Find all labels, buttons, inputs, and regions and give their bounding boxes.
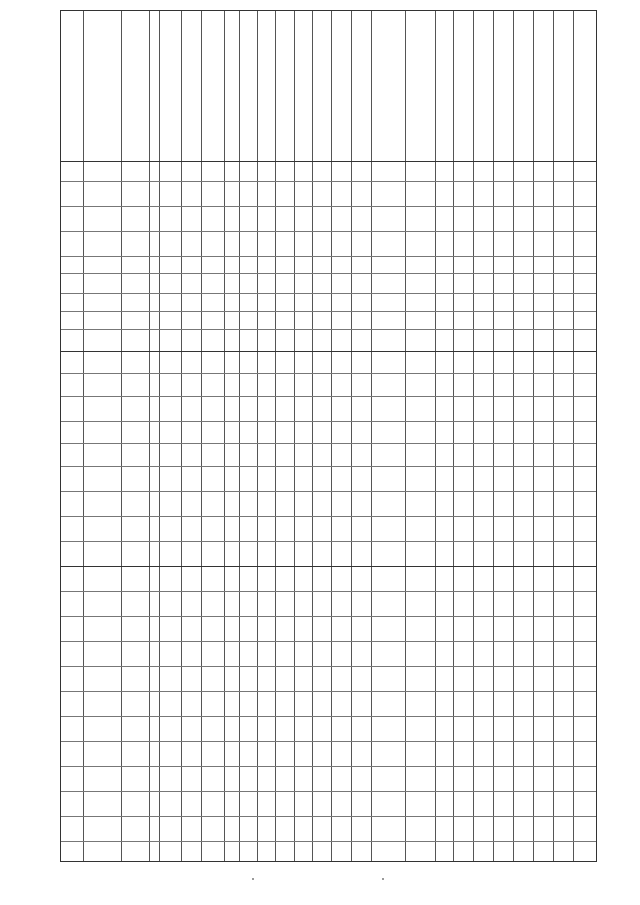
column-divider xyxy=(435,11,436,861)
scan-dot xyxy=(382,878,384,880)
column-divider xyxy=(312,11,313,861)
column-divider xyxy=(201,11,202,861)
row-divider xyxy=(61,841,596,842)
column-divider xyxy=(239,11,240,861)
column-divider xyxy=(159,11,160,861)
column-divider xyxy=(257,11,258,861)
row-divider xyxy=(61,443,596,444)
column-divider xyxy=(573,11,574,861)
column-divider xyxy=(351,11,352,861)
column-divider xyxy=(371,11,372,861)
row-divider xyxy=(61,816,596,817)
row-divider xyxy=(61,396,596,397)
column-divider xyxy=(331,11,332,861)
column-divider xyxy=(275,11,276,861)
row-divider xyxy=(61,329,596,330)
row-divider xyxy=(61,591,596,592)
row-divider xyxy=(61,293,596,294)
column-divider xyxy=(405,11,406,861)
column-divider xyxy=(83,11,84,861)
row-divider xyxy=(61,516,596,517)
column-divider xyxy=(294,11,295,861)
row-divider xyxy=(61,181,596,182)
row-divider xyxy=(61,691,596,692)
row-divider xyxy=(61,256,596,257)
row-divider xyxy=(61,161,596,162)
row-divider xyxy=(61,373,596,374)
column-divider xyxy=(533,11,534,861)
table-header-band xyxy=(61,11,596,162)
row-divider xyxy=(61,541,596,542)
scan-footer-marks xyxy=(0,872,640,892)
scan-dot xyxy=(252,878,254,880)
row-divider xyxy=(61,466,596,467)
column-divider xyxy=(453,11,454,861)
row-divider xyxy=(61,616,596,617)
row-divider xyxy=(61,766,596,767)
row-divider xyxy=(61,566,596,567)
row-divider xyxy=(61,491,596,492)
row-divider xyxy=(61,666,596,667)
column-divider xyxy=(121,11,122,861)
row-divider xyxy=(61,741,596,742)
column-divider xyxy=(473,11,474,861)
column-divider xyxy=(149,11,150,861)
column-divider xyxy=(181,11,182,861)
row-divider xyxy=(61,716,596,717)
column-divider xyxy=(224,11,225,861)
row-divider xyxy=(61,421,596,422)
row-divider xyxy=(61,206,596,207)
column-divider xyxy=(553,11,554,861)
row-divider xyxy=(61,351,596,352)
rotated-table xyxy=(60,10,597,862)
row-divider xyxy=(61,273,596,274)
column-divider xyxy=(493,11,494,861)
column-divider xyxy=(513,11,514,861)
row-divider xyxy=(61,311,596,312)
row-divider xyxy=(61,641,596,642)
row-divider xyxy=(61,231,596,232)
row-divider xyxy=(61,791,596,792)
